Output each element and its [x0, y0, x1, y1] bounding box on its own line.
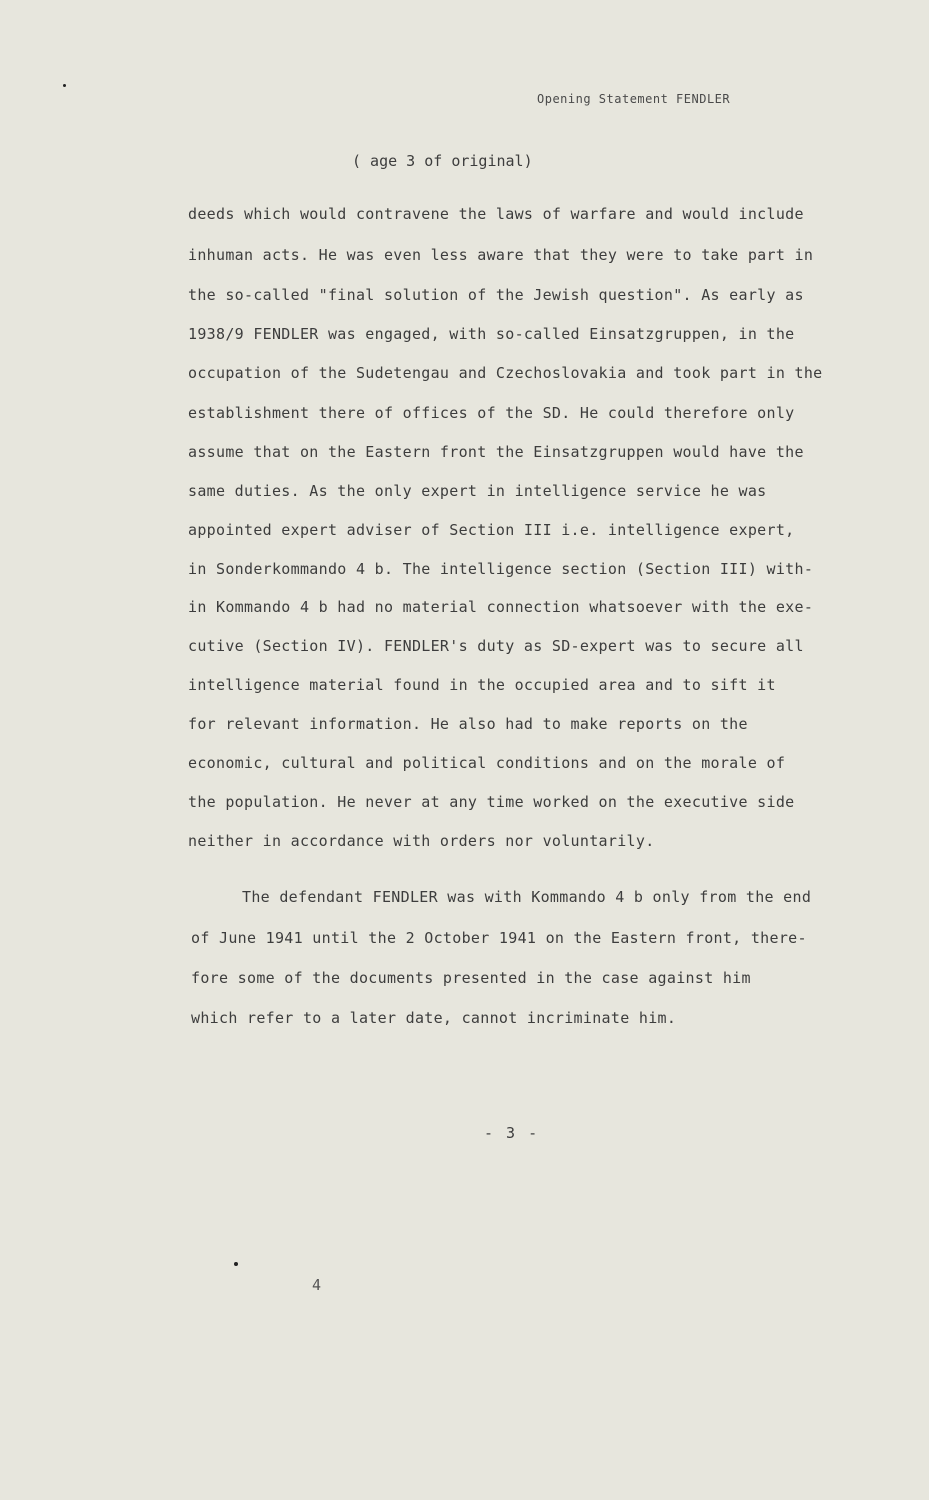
body-line: in Sonderkommando 4 b. The intelligence section (Section III) with-: [188, 560, 814, 578]
body-line: intelligence material found in the occupied area and to sift it: [188, 676, 776, 694]
ink-speck: [63, 84, 66, 87]
body-line: in Kommando 4 b had no material connection whatsoever with the exe-: [188, 598, 814, 616]
body-line: establishment there of offices of the SD. He could therefore only: [188, 404, 795, 422]
body-line: for relevant information. He also had to make reports on the: [188, 715, 748, 733]
body-line: neither in accordance with orders nor voluntarily.: [188, 832, 655, 850]
ink-speck: [234, 1262, 238, 1266]
body-line: occupation of the Sudetengau and Czechoslovakia and took part in the: [188, 364, 823, 382]
body-line: the so-called "final solution of the Jewish question". As early as: [188, 286, 804, 304]
body-line: 1938/9 FENDLER was engaged, with so-called Einsatzgruppen, in the: [188, 325, 795, 343]
handwritten-mark: 4: [312, 1276, 322, 1294]
body-line: assume that on the Eastern front the Einsatzgruppen would have the: [188, 443, 804, 461]
body-line: economic, cultural and political conditions and on the morale of: [188, 754, 786, 772]
original-page-reference: ( age 3 of original): [352, 152, 533, 170]
body-line: The defendant FENDLER was with Kommando 4 b only from the end: [242, 888, 812, 906]
body-line: the population. He never at any time worked on the executive side: [188, 793, 795, 811]
body-line: which refer to a later date, cannot incriminate him.: [191, 1009, 677, 1027]
body-line: cutive (Section IV). FENDLER's duty as SD-expert was to secure all: [188, 637, 804, 655]
document-header-title: Opening Statement FENDLER: [537, 92, 731, 106]
page-number: - 3 -: [484, 1124, 540, 1142]
body-line: inhuman acts. He was even less aware that they were to take part in: [188, 246, 814, 264]
body-line: of June 1941 until the 2 October 1941 on the Eastern front, there-: [191, 929, 807, 947]
body-line: appointed expert adviser of Section III i.e. intelligence expert,: [188, 521, 795, 539]
body-line: fore some of the documents presented in the case against him: [191, 969, 751, 987]
body-line: same duties. As the only expert in intelligence service he was: [188, 482, 767, 500]
body-line: deeds which would contravene the laws of warfare and would include: [188, 205, 804, 223]
